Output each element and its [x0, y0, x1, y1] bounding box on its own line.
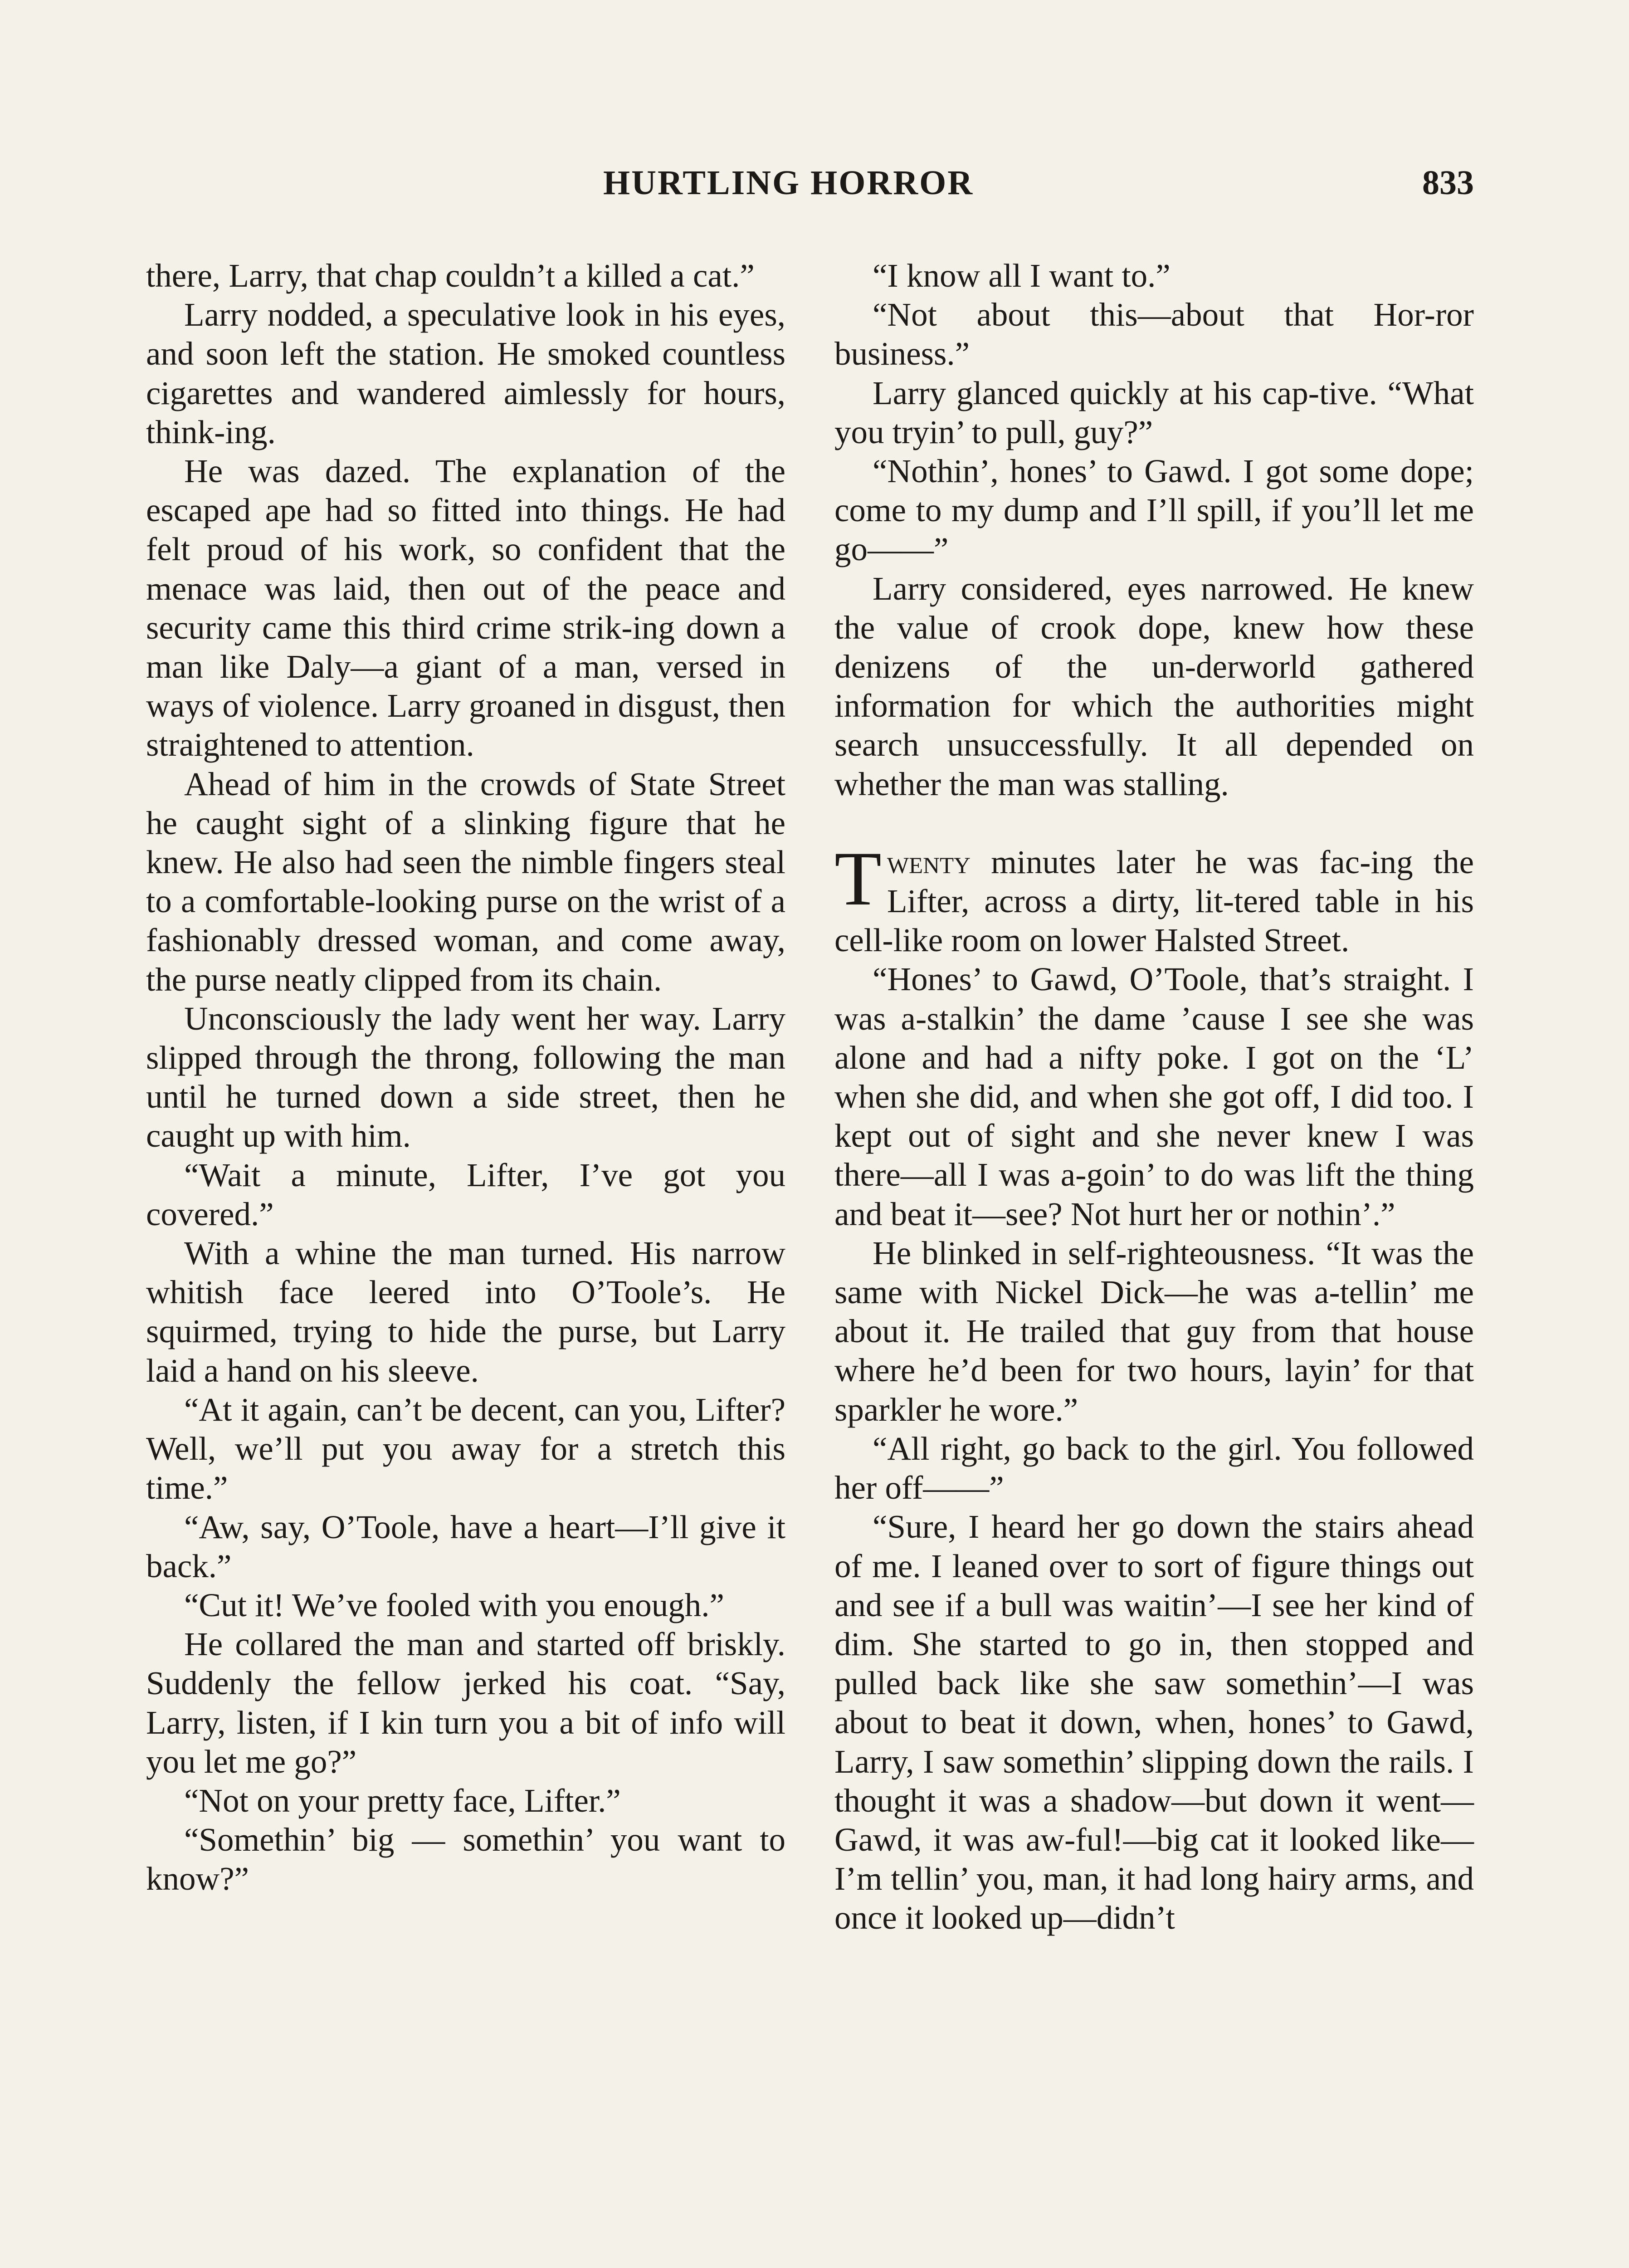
page-number: 833: [1422, 164, 1474, 202]
right-column: [834, 256, 1474, 1938]
paragraph: “Cut it! We’ve fooled with you enough.”: [184, 1586, 724, 1623]
left-column: [146, 256, 785, 1899]
paragraph: “Not about this—about that Hor-ror business.”: [834, 296, 1474, 372]
paragraph: “I know all I want to.”: [873, 257, 1171, 294]
paragraph: He blinked in self-righteousness. “It was the same with Nickel Dick—he was a-tellin’ me about it. He trailed that guy from that house where he’d been for two hours, layin’ for that sparkler he wore.”: [834, 1234, 1474, 1428]
paragraph: “All right, go back to the girl. You followed her off——”: [834, 1430, 1474, 1506]
section-opening-text: minutes later he was fac-ing the Lifter, across a dirty, lit-tered table in his cell-like room on lower Halsted Street.: [834, 843, 1474, 959]
paragraph: Unconsciously the lady went her way. Larry slipped through the throng, following the man until he turned down a side street, then he caught up with him.: [146, 1000, 785, 1154]
drop-cap: T: [834, 836, 882, 921]
paragraph: He collared the man and started off briskly. Suddenly the fellow jerked his coat. “Say, Larry, listen, if I kin turn you a bit of info will you let me go?”: [146, 1626, 785, 1780]
section-opening-paragraph: [834, 836, 1474, 960]
paragraph: Ahead of him in the crowds of State Street he caught sight of a slinking figure that he knew. He also had seen the nimble fingers steal to a comfortable-looking purse on the wrist of a fashionably dressed woman, and come away, the purse neatly clipped from its chain.: [146, 765, 785, 998]
paragraph: “At it again, can’t be decent, can you, Lifter? Well, we’ll put you away for a stretch this time.”: [146, 1391, 785, 1506]
paragraph: “Somethin’ big — somethin’ you want to know?”: [146, 1821, 785, 1897]
paragraph: He was dazed. The explanation of the escaped ape had so fitted into things. He had felt proud of his work, so confident that the menace was laid, then out of the peace and security came this third crime strik-ing down a man like Daly—a giant of a man, versed in ways of violence. Larry groaned in disgust, then straightened to attention.: [146, 453, 785, 763]
page-header: [145, 163, 1474, 213]
paragraph: Larry considered, eyes narrowed. He knew the value of crook dope, knew how these denizens of the un-derworld gathered information for which the authorities might search unsuccessfully. It all depended on whether the man was stalling.: [834, 570, 1474, 802]
running-title: HURTLING HORROR: [603, 164, 974, 202]
paragraph: “Sure, I heard her go down the stairs ahead of me. I leaned over to sort of figure things out and see if a bull was waitin’—I see her kind of dim. She started to go in, then stopped and pulled back like she saw somethin’—I was about to beat it down, when, hones’ to Gawd, Larry, I saw somethin’ slipping down the rails. I thought it was a shadow—but down it went—Gawd, it was aw-ful!—big cat it looked like—I’m tellin’ you, man, it had long hairy arms, and once it looked up—didn’t: [834, 1508, 1474, 1936]
paragraph: “Aw, say, O’Toole, have a heart—I’ll give it back.”: [146, 1508, 785, 1584]
paragraph: Larry glanced quickly at his cap-tive. “What you tryin’ to pull, guy?”: [834, 374, 1474, 450]
paragraph: “Hones’ to Gawd, O’Toole, that’s straight. I was a-stalkin’ the dame ’cause I see she was alone and had a nifty poke. I got on the ‘L’ when she did, and when she got off, I did too. I kept out of sight and she never knew I was there—all I was a-goin’ to do was lift the thing and beat it—see? Not hurt her or nothin’.”: [834, 961, 1474, 1232]
paragraph: there, Larry, that chap couldn’t a killed a cat.”: [146, 257, 755, 294]
paragraph: “Nothin’, hones’ to Gawd. I got some dope; come to my dump and I’ll spill, if you’ll let me go——”: [834, 453, 1474, 568]
smallcaps-lead: wenty: [887, 843, 971, 880]
paragraph: With a whine the man turned. His narrow whitish face leered into O’Toole’s. He squirmed, trying to hide the purse, but Larry laid a hand on his sleeve.: [146, 1235, 785, 1389]
paragraph: “Not on your pretty face, Lifter.”: [184, 1782, 621, 1819]
paragraph: “Wait a minute, Lifter, I’ve got you covered.”: [146, 1156, 785, 1232]
paragraph: Larry nodded, a speculative look in his eyes, and soon left the station. He smoked countless cigarettes and wandered aimlessly for hours, think-ing.: [146, 296, 785, 450]
